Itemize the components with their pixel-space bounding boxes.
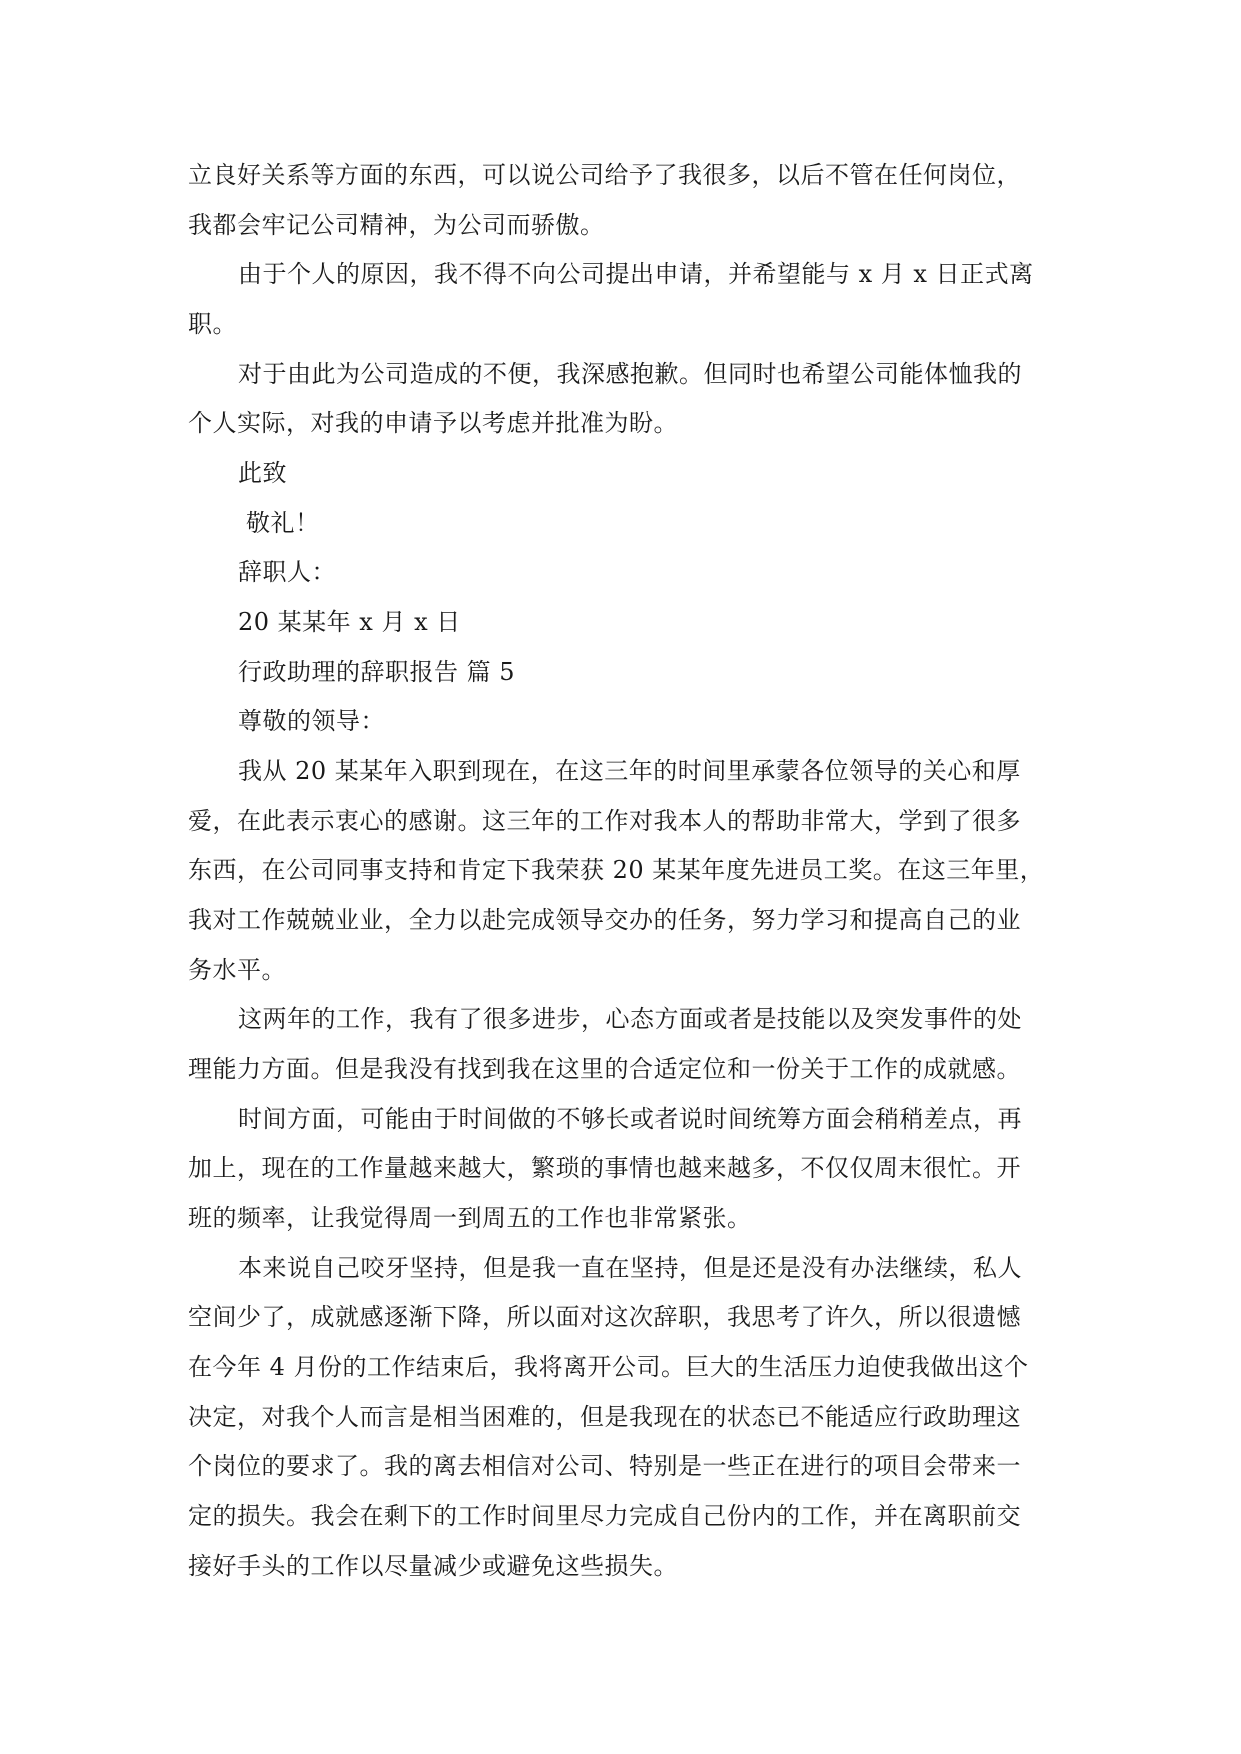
closing-line: 此致: [238, 459, 287, 487]
paragraph-line: 爱，在此表示衷心的感谢。这三年的工作对我本人的帮助非常大，学到了很多: [188, 807, 1021, 835]
paragraph-line: 我对工作兢兢业业，全力以赴完成领导交办的任务，努力学习和提高自己的业: [188, 906, 1021, 934]
section-title: 行政助理的辞职报告 篇 5: [238, 658, 516, 686]
paragraph-line: 定的损失。我会在剩下的工作时间里尽力完成自己份内的工作，并在离职前交: [188, 1502, 1021, 1530]
paragraph-line: 职。: [188, 310, 237, 338]
paragraph-line: 本来说自己咬牙坚持，但是我一直在坚持，但是还是没有办法继续，私人: [238, 1254, 1022, 1282]
paragraph-line: 东西，在公司同事支持和肯定下我荣获 20 某某年度先进员工奖。在这三年里，: [188, 856, 1045, 884]
signature-label: 辞职人：: [238, 558, 336, 586]
paragraph-line: 我都会牢记公司精神，为公司而骄傲。: [188, 211, 605, 239]
greeting-line: 尊敬的领导：: [238, 707, 385, 735]
paragraph-line: 时间方面，可能由于时间做的不够长或者说时间统筹方面会稍稍差点，再: [238, 1105, 1022, 1133]
paragraph-line: 立良好关系等方面的东西，可以说公司给予了我很多，以后不管在任何岗位，: [188, 161, 1021, 189]
paragraph-line: 这两年的工作，我有了很多进步，心态方面或者是技能以及突发事件的处: [238, 1005, 1022, 1033]
paragraph-line: 由于个人的原因，我不得不向公司提出申请，并希望能与 x 月 x 日正式离: [238, 260, 1034, 288]
paragraph-line: 个岗位的要求了。我的离去相信对公司、特别是一些正在进行的项目会带来一: [188, 1452, 1021, 1480]
paragraph-line: 班的频率，让我觉得周一到周五的工作也非常紧张。: [188, 1204, 752, 1232]
paragraph-line: 我从 20 某某年入职到现在，在这三年的时间里承蒙各位领导的关心和厚: [238, 757, 1021, 785]
paragraph-line: 加上，现在的工作量越来越大，繁琐的事情也越来越多，不仅仅周末很忙。开: [188, 1154, 1021, 1182]
paragraph-line: 对于由此为公司造成的不便，我深感抱歉。但同时也希望公司能体恤我的: [238, 360, 1022, 388]
paragraph-line: 务水平。: [188, 956, 286, 984]
salutation-line: 敬礼！: [246, 509, 320, 537]
paragraph-line: 决定，对我个人而言是相当困难的，但是我现在的状态已不能适应行政助理这: [188, 1403, 1021, 1431]
paragraph-line: 在今年 4 月份的工作结束后，我将离开公司。巨大的生活压力迫使我做出这个: [188, 1353, 1029, 1381]
paragraph-line: 理能力方面。但是我没有找到我在这里的合适定位和一份关于工作的成就感。: [188, 1055, 1021, 1083]
paragraph-line: 个人实际，对我的申请予以考虑并批准为盼。: [188, 409, 678, 437]
paragraph-line: 空间少了，成就感逐渐下降，所以面对这次辞职，我思考了许久，所以很遗憾: [188, 1303, 1021, 1331]
date-line: 20 某某年 x 月 x 日: [238, 608, 461, 636]
paragraph-line: 接好手头的工作以尽量减少或避免这些损失。: [188, 1552, 678, 1580]
